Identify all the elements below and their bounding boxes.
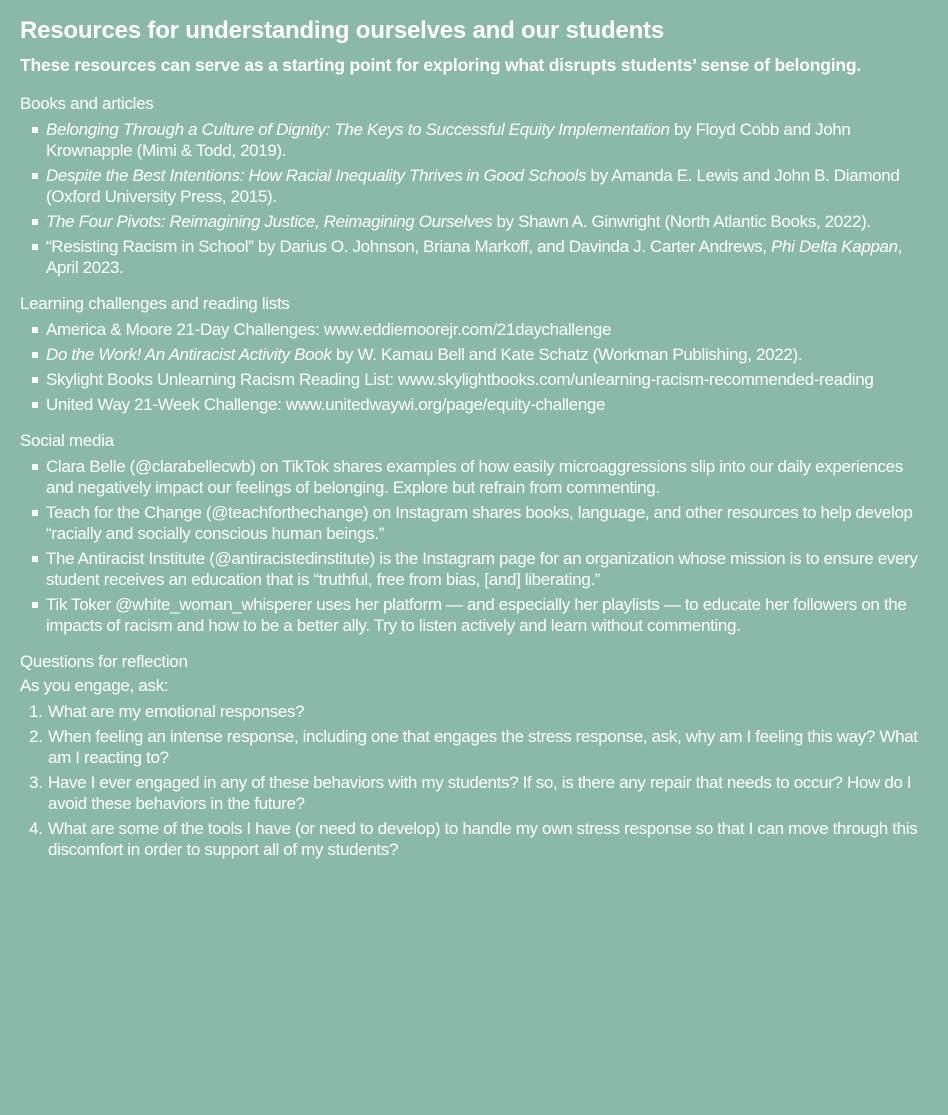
section-heading-challenges: Learning challenges and reading lists bbox=[20, 294, 290, 313]
item-text-pre: Tik Toker @white_woman_whisperer uses her platform — and especially her playlists — to educate her followers on the impacts of racism and how to be a better ally. Try to listen actively and learn without commenting. bbox=[46, 595, 907, 635]
bullet-icon bbox=[32, 377, 38, 383]
section-challenges bbox=[20, 292, 930, 415]
reflection-intro: As you engage, ask: bbox=[20, 676, 169, 695]
list-item bbox=[20, 119, 930, 161]
item-text-post: by Floyd Cobb and John Krownapple (Mimi & Todd, 2019). bbox=[46, 120, 851, 160]
item-text-post: by W. Kamau Bell and Kate Schatz (Workman Publishing, 2022). bbox=[331, 345, 803, 364]
books-list bbox=[20, 119, 930, 278]
section-heading-books: Books and articles bbox=[20, 94, 154, 113]
item-text-pre: “Resisting Racism in School” by Darius O. Johnson, Briana Markoff, and Davinda J. Carter Andrews, bbox=[46, 237, 772, 256]
reflection-questions bbox=[20, 701, 930, 860]
question-text: What are my emotional responses? bbox=[48, 702, 305, 721]
item-title: Despite the Best Intentions: How Racial Inequality Thrives in Good Schools bbox=[46, 166, 587, 185]
list-item bbox=[20, 344, 930, 365]
bullet-icon bbox=[32, 173, 38, 179]
bullet-icon bbox=[32, 352, 38, 358]
item-text-post: by Shawn A. Ginwright (North Atlantic Books, 2022). bbox=[492, 212, 871, 231]
question-number: 4. bbox=[29, 819, 43, 838]
social-list bbox=[20, 456, 930, 636]
list-item bbox=[20, 211, 930, 232]
question-item bbox=[20, 726, 930, 768]
item-text-pre: America & Moore 21-Day Challenges: www.eddiemoorejr.com/21daychallenge bbox=[46, 320, 612, 339]
item-text-post: by Amanda E. Lewis and John B. Diamond (Oxford University Press, 2015). bbox=[46, 166, 900, 206]
question-text: Have I ever engaged in any of these behaviors with my students? If so, is there any repair that needs to occur? How do I avoid these behaviors in the future? bbox=[48, 773, 912, 813]
list-item bbox=[20, 369, 930, 390]
item-text-post: , April 2023. bbox=[46, 237, 903, 277]
item-text-pre: Teach for the Change (@teachforthechange) on Instagram shares books, language, and other resources to help develop “racially and socially conscious human beings.” bbox=[46, 503, 913, 543]
section-books bbox=[20, 92, 930, 278]
list-item bbox=[20, 548, 930, 590]
section-heading-reflection: Questions for reflection bbox=[20, 652, 188, 671]
item-title: The Four Pivots: Reimagining Justice, Reimagining Ourselves bbox=[46, 212, 493, 231]
bullet-icon bbox=[32, 510, 38, 516]
item-text-pre: Skylight Books Unlearning Racism Reading List: www.skylightbooks.com/unlearning-racism-recommended-reading bbox=[46, 370, 874, 389]
list-item bbox=[20, 236, 930, 278]
item-title: Phi Delta Kappan bbox=[771, 237, 898, 256]
bullet-icon bbox=[32, 602, 38, 608]
bullet-icon bbox=[32, 244, 38, 250]
bullet-icon bbox=[32, 464, 38, 470]
bullet-icon bbox=[32, 219, 38, 225]
question-number: 2. bbox=[29, 727, 43, 746]
item-text-pre: United Way 21-Week Challenge: www.unitedwaywi.org/page/equity-challenge bbox=[46, 395, 606, 414]
bullet-icon bbox=[32, 327, 38, 333]
question-number: 1. bbox=[29, 702, 43, 721]
question-text: When feeling an intense response, including one that engages the stress response, ask, why am I feeling this way? What am I reacting to? bbox=[48, 727, 918, 767]
page-subtitle: These resources can serve as a starting point for exploring what disrupts students’ sense of belonging. bbox=[20, 55, 861, 75]
bullet-icon bbox=[32, 127, 38, 133]
item-text-pre: Clara Belle (@clarabellecwb) on TikTok shares examples of how easily microaggressions slip into our daily experiences and negatively impact our feelings of belonging. Explore but refrain from commenting. bbox=[46, 457, 903, 497]
question-item bbox=[20, 818, 930, 860]
section-heading-social: Social media bbox=[20, 431, 114, 450]
question-number: 3. bbox=[29, 773, 43, 792]
bullet-icon bbox=[32, 402, 38, 408]
question-item bbox=[20, 772, 930, 814]
list-item bbox=[20, 502, 930, 544]
page-title: Resources for understanding ourselves and our students bbox=[20, 17, 664, 44]
section-reflection bbox=[20, 650, 930, 860]
list-item bbox=[20, 319, 930, 340]
list-item bbox=[20, 394, 930, 415]
challenges-list bbox=[20, 319, 930, 415]
section-social-media bbox=[20, 429, 930, 636]
list-item bbox=[20, 165, 930, 207]
question-item bbox=[20, 701, 930, 722]
list-item bbox=[20, 594, 930, 636]
bullet-icon bbox=[32, 556, 38, 562]
item-title: Do the Work! An Antiracist Activity Book bbox=[46, 345, 332, 364]
list-item bbox=[20, 456, 930, 498]
item-title: Belonging Through a Culture of Dignity: The Keys to Successful Equity Implementation bbox=[46, 120, 670, 139]
item-text-pre: The Antiracist Institute (@antiracistedinstitute) is the Instagram page for an organization whose mission is to ensure every student receives an education that is “truthful, free from bias, [and] liberating.” bbox=[46, 549, 918, 589]
question-text: What are some of the tools I have (or need to develop) to handle my own stress response so that I can move through this discomfort in order to support all of my students? bbox=[48, 819, 918, 859]
